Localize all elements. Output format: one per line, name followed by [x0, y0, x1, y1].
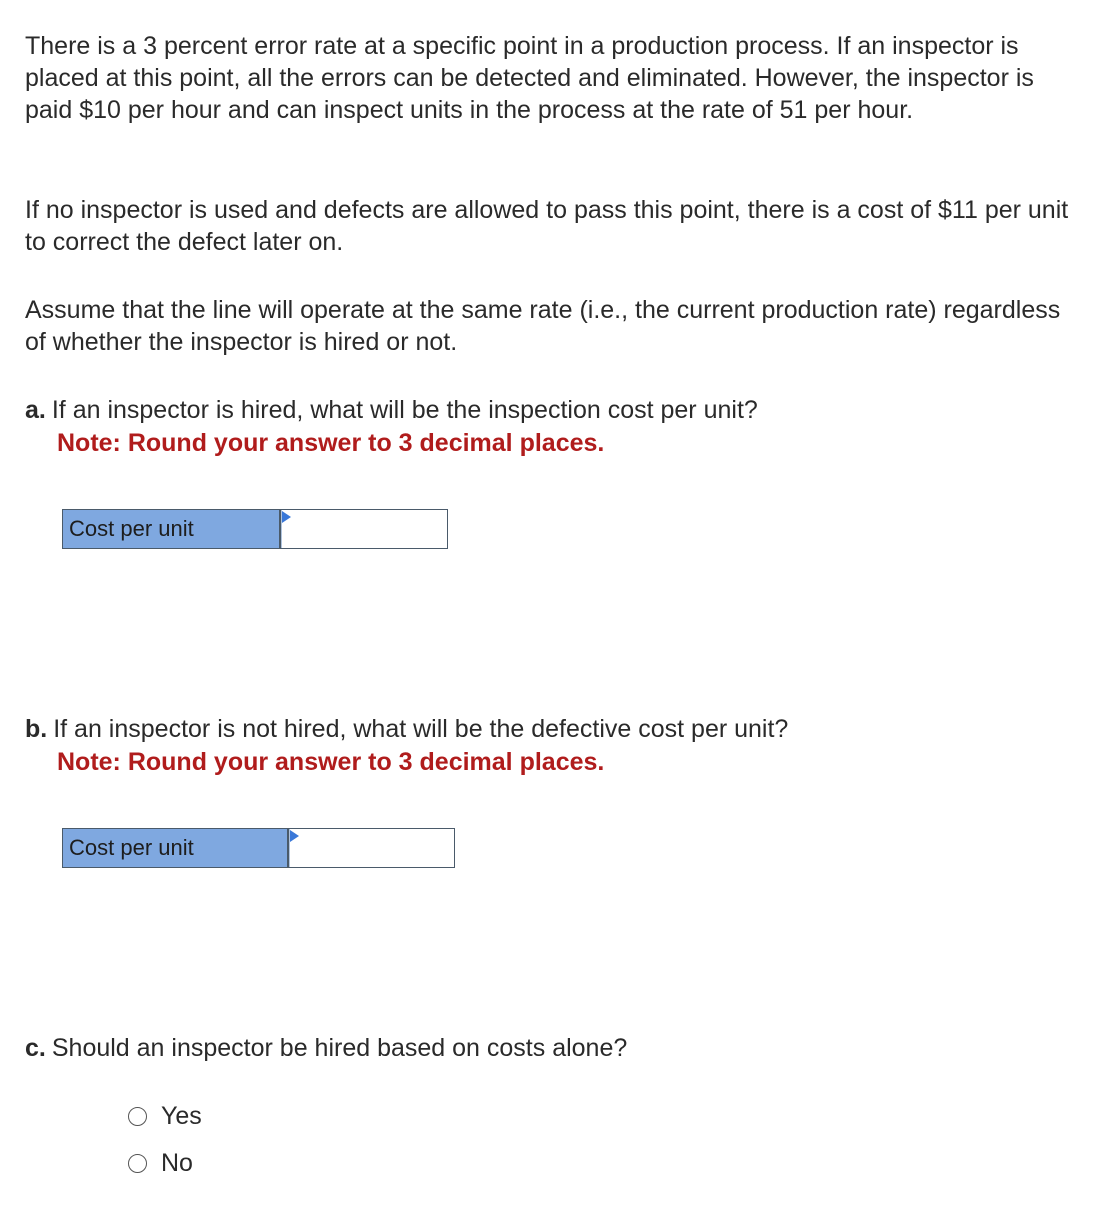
- question-a-cost-input[interactable]: [281, 510, 447, 548]
- question-b: [25, 713, 788, 745]
- question-c-text: Should an inspector be hired based on costs alone?: [51, 1034, 628, 1062]
- question-a-input-wrap: [281, 510, 447, 548]
- question-a-note: Note: Round your answer to 3 decimal places.: [57, 429, 605, 457]
- radio-option-yes[interactable]: [128, 1100, 202, 1132]
- intro-paragraph-3: Assume that the line will operate at the same rate (i.e., the current production rate) regardless of whether the inspector is hired or not.: [25, 296, 1061, 356]
- question-b-input-wrap: [289, 829, 454, 867]
- radio-label-yes: Yes: [161, 1102, 202, 1130]
- question-c-prefix: c.: [25, 1034, 46, 1062]
- question-a-answer-row: [62, 509, 448, 549]
- question-a-text: If an inspector is hired, what will be the inspection cost per unit?: [51, 396, 758, 424]
- radio-button-no[interactable]: [128, 1154, 147, 1173]
- question-a-answer-label: Cost per unit: [63, 510, 281, 548]
- question-b-text: If an inspector is not hired, what will be the defective cost per unit?: [53, 715, 789, 743]
- intro-paragraph-2: If no inspector is used and defects are allowed to pass this point, there is a cost of $11 per unit to correct the defect later on.: [25, 196, 1069, 256]
- question-b-answer-row: [62, 828, 455, 868]
- question-c: [25, 1032, 627, 1064]
- question-b-prefix: b.: [25, 715, 48, 743]
- question-a: [25, 394, 758, 426]
- radio-button-yes[interactable]: [128, 1107, 147, 1126]
- question-b-answer-label: Cost per unit: [63, 829, 289, 867]
- question-b-note: Note: Round your answer to 3 decimal places.: [57, 748, 605, 776]
- intro-paragraph-1: There is a 3 percent error rate at a specific point in a production process. If an inspector is placed at this point, all the errors can be detected and eliminated. However, the inspector is paid $10 per hour and can inspect units in the process at the rate of 51 per hour.: [25, 32, 1034, 124]
- radio-label-no: No: [161, 1149, 193, 1177]
- radio-option-no[interactable]: [128, 1147, 193, 1179]
- question-a-prefix: a.: [25, 396, 46, 424]
- question-b-cost-input[interactable]: [289, 829, 454, 867]
